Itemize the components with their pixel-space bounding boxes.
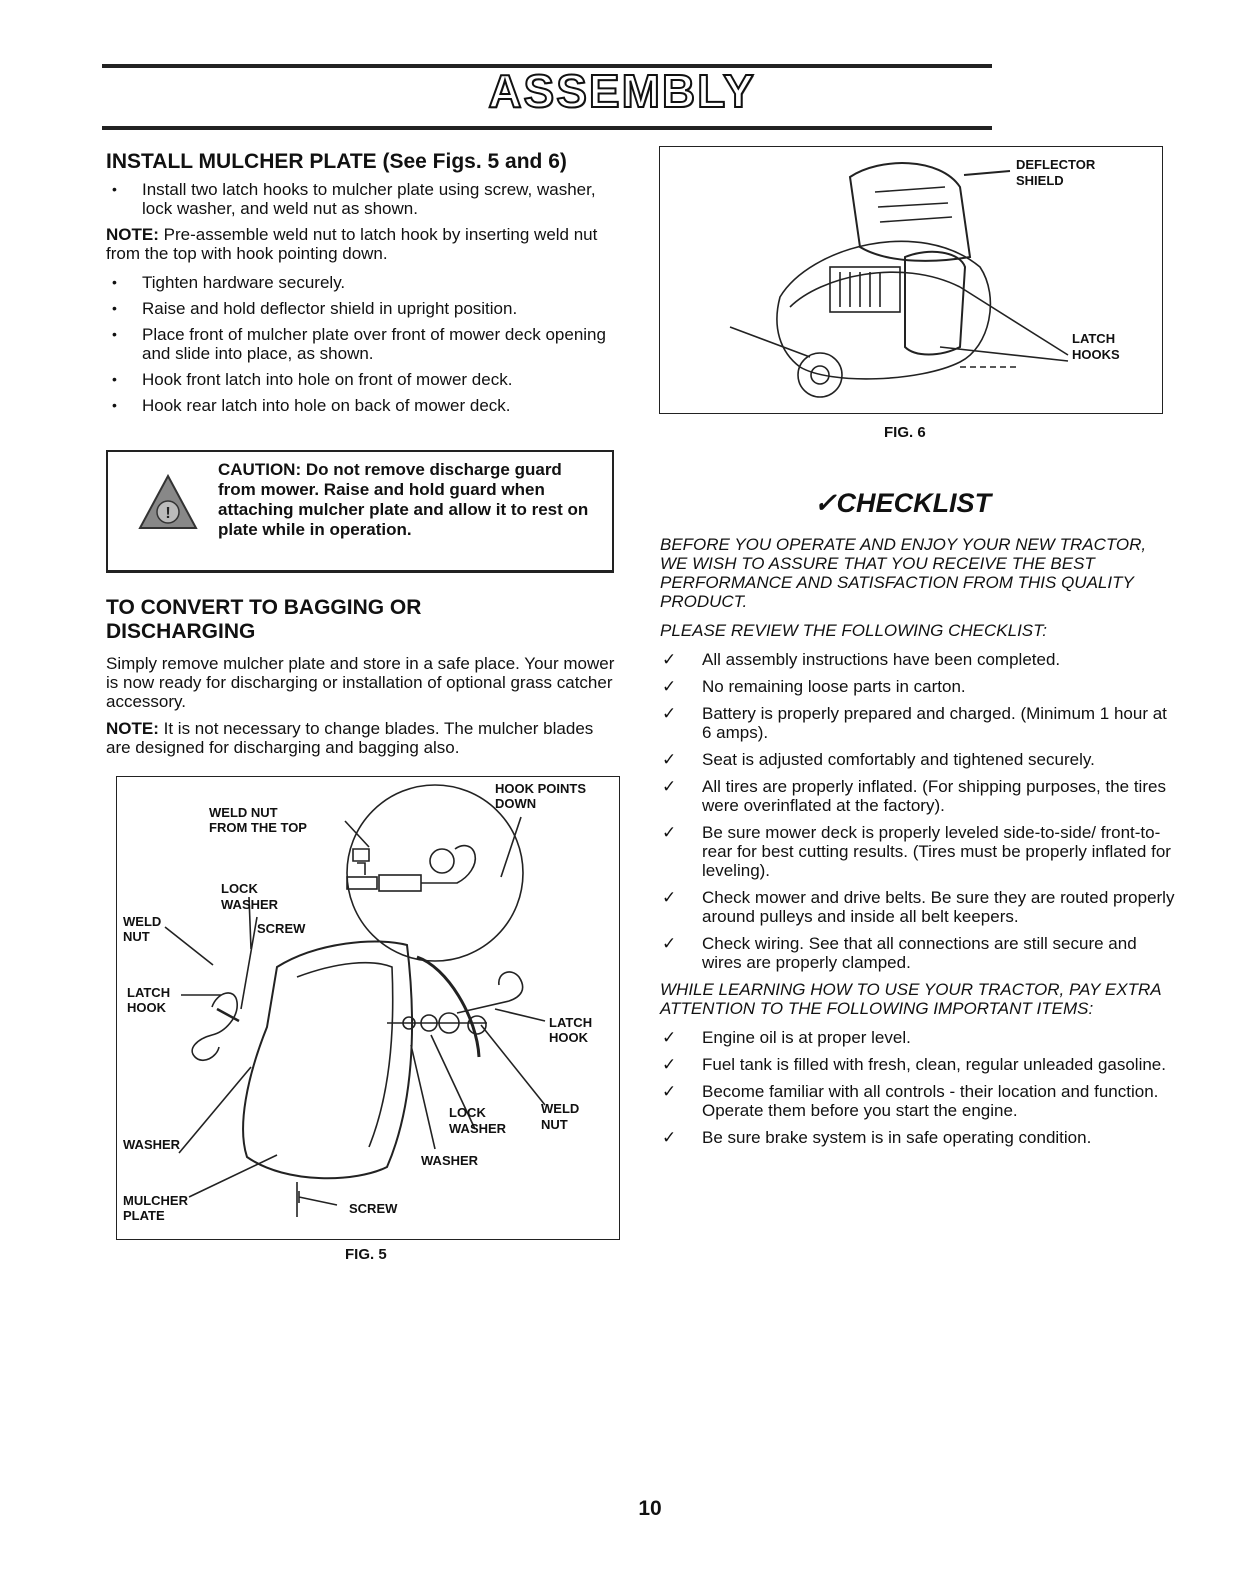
fig5-drawing — [117, 777, 619, 1239]
checklist-section — [660, 488, 1175, 1155]
list-item: ✓ All tires are properly inflated. (For shipping purposes, the tires were overinflated at the factory). — [662, 777, 1166, 815]
fig5-caption: FIG. 5 — [345, 1246, 387, 1263]
bullet-icon: • — [112, 397, 117, 413]
check-icon: ✓ — [662, 934, 677, 953]
figure-6 — [659, 146, 1163, 414]
checklist-while: WHILE LEARNING HOW TO USE YOUR TRACTOR, PAY EXTRA ATTENTION TO THE FOLLOWING IMPORTANT ITEMS: — [660, 980, 1161, 1018]
check-icon: ✓ — [662, 888, 677, 907]
list-item: ✓ No remaining loose parts in carton. — [662, 677, 966, 696]
label-hook-points: HOOK POINTS — [495, 781, 587, 796]
list-item: • Hook rear latch into hole on back of mower deck. — [112, 396, 511, 415]
check-icon: ✓ — [662, 1082, 677, 1101]
check-icon: ✓ — [662, 1128, 677, 1147]
title-underline — [102, 126, 992, 130]
list-item: • Place front of mulcher plate over front of mower deck opening and slide into place, as shown. — [112, 325, 606, 363]
label-latch-6: LATCH — [1072, 331, 1116, 346]
check-icon: ✓ — [662, 777, 677, 796]
page-number: 10 — [638, 1497, 662, 1520]
label-hook: HOOK — [127, 1000, 166, 1015]
fig6-caption: FIG. 6 — [884, 424, 926, 441]
list-item: • Hook front latch into hole on front of mower deck. — [112, 370, 513, 389]
label-hook-right: HOOK — [549, 1030, 588, 1045]
label-down: DOWN — [495, 796, 537, 811]
list-item: ✓ Fuel tank is filled with fresh, clean, regular unleaded gasoline. — [662, 1055, 1166, 1074]
convert-heading: TO CONVERT TO BAGGING OR DISCHARGING — [106, 596, 422, 643]
svg-text:!: ! — [165, 505, 171, 522]
install-step-first — [106, 180, 616, 218]
label-washer-a: WASHER — [221, 897, 279, 912]
label-weld-nut-top: WELD NUT — [209, 805, 278, 820]
list-item: ✓ All assembly instructions have been completed. — [662, 650, 1061, 669]
check-icon: ✓ — [662, 704, 677, 723]
warning-icon — [138, 474, 198, 530]
label-weld: WELD — [123, 914, 162, 929]
label-weld-2: WELD — [541, 1101, 580, 1116]
label-nut-2: NUT — [541, 1117, 568, 1132]
bullet-icon: • — [112, 181, 117, 197]
checklist-items — [660, 650, 1175, 972]
label-mulcher: MULCHER — [123, 1193, 188, 1208]
figure-5 — [116, 776, 620, 1240]
label-lock: LOCK — [221, 881, 258, 896]
bullet-icon: • — [112, 371, 117, 387]
label-latch: LATCH — [127, 985, 171, 1000]
check-icon: ✓ — [662, 823, 677, 842]
check-icon: ✓ — [662, 750, 677, 769]
list-item: ✓ Become familiar with all controls - their location and function. Operate them before you start the engine. — [662, 1082, 1159, 1120]
list-item: • Raise and hold deflector shield in upright position. — [112, 299, 518, 318]
checklist-heading: ✓CHECKLIST — [813, 488, 992, 518]
page-title: ASSEMBLY — [488, 65, 756, 117]
install-heading: INSTALL MULCHER PLATE (See Figs. 5 and 6) — [106, 150, 567, 173]
check-icon: ✓ — [662, 650, 677, 669]
list-item: ✓ Engine oil is at proper level. — [662, 1028, 911, 1047]
label-shield: SHIELD — [1016, 173, 1064, 188]
list-item: • Tighten hardware securely. — [112, 273, 346, 292]
bullet-icon: • — [112, 274, 117, 290]
list-item: • Install two latch hooks to mulcher plate using screw, washer, lock washer, and weld nut as shown. — [112, 180, 596, 218]
list-item: ✓ Check mower and drive belts. Be sure they are routed properly around pulleys and inside all belt keepers. — [662, 888, 1175, 926]
list-item: ✓ Be sure brake system is in safe operating condition. — [662, 1128, 1092, 1147]
list-item: ✓ Battery is properly prepared and charged. (Minimum 1 hour at 6 amps). — [662, 704, 1167, 742]
convert-paragraph: Simply remove mulcher plate and store in a safe place. Your mower is now ready for discharging or installation of optional grass catcher accessory. — [106, 654, 615, 711]
checklist-intro: BEFORE YOU OPERATE AND ENJOY YOUR NEW TRACTOR, WE WISH TO ASSURE THAT YOU RECEIVE THE BEST PERFORMANCE AND SATISFACTION FROM THIS QUALITY PRODUCT. — [660, 535, 1147, 611]
list-item: ✓ Seat is adjusted comfortably and tightened securely. — [662, 750, 1095, 769]
bullet-icon: • — [112, 326, 117, 342]
check-icon: ✓ — [662, 1055, 677, 1074]
label-nut: NUT — [123, 929, 150, 944]
label-washer-left: WASHER — [123, 1137, 181, 1152]
label-latch-right: LATCH — [549, 1015, 593, 1030]
label-deflector: DEFLECTOR — [1016, 157, 1096, 172]
convert-section — [106, 596, 616, 757]
bullet-icon: • — [112, 300, 117, 316]
caution-text: CAUTION: Do not remove discharge guard from mower. Raise and hold guard when attaching mulcher plate and allow it to rest on plate while in operation. — [218, 460, 589, 539]
caution-box — [106, 450, 614, 573]
fig6-drawing — [660, 147, 1162, 413]
check-icon: ✓ — [662, 677, 677, 696]
install-steps — [106, 273, 616, 415]
install-section — [106, 150, 616, 422]
label-washer-2: WASHER — [449, 1121, 507, 1136]
label-screw-bottom: SCREW — [349, 1201, 398, 1216]
label-from-the-top: FROM THE TOP — [209, 820, 307, 835]
label-plate: PLATE — [123, 1208, 165, 1223]
checklist-important-items — [660, 1028, 1175, 1147]
install-note: NOTE: Pre-assemble weld nut to latch hook by inserting weld nut from the top with hook pointing down. — [106, 225, 598, 263]
label-hooks-6: HOOKS — [1072, 347, 1120, 362]
convert-note: NOTE: It is not necessary to change blades. The mulcher blades are designed for discharging and bagging also. — [106, 719, 594, 757]
label-screw: SCREW — [257, 921, 306, 936]
label-washer-mid: WASHER — [421, 1153, 479, 1168]
label-lock-2: LOCK — [449, 1105, 486, 1120]
checklist-review: PLEASE REVIEW THE FOLLOWING CHECKLIST: — [660, 621, 1047, 640]
check-icon: ✓ — [662, 1028, 677, 1047]
list-item: ✓ Be sure mower deck is properly leveled side-to-side/ front-to-rear for best cutting results. (Tires must be properly inflated for leveling). — [662, 823, 1171, 880]
list-item: ✓ Check wiring. See that all connections are still secure and wires are properly clamped. — [662, 934, 1137, 972]
